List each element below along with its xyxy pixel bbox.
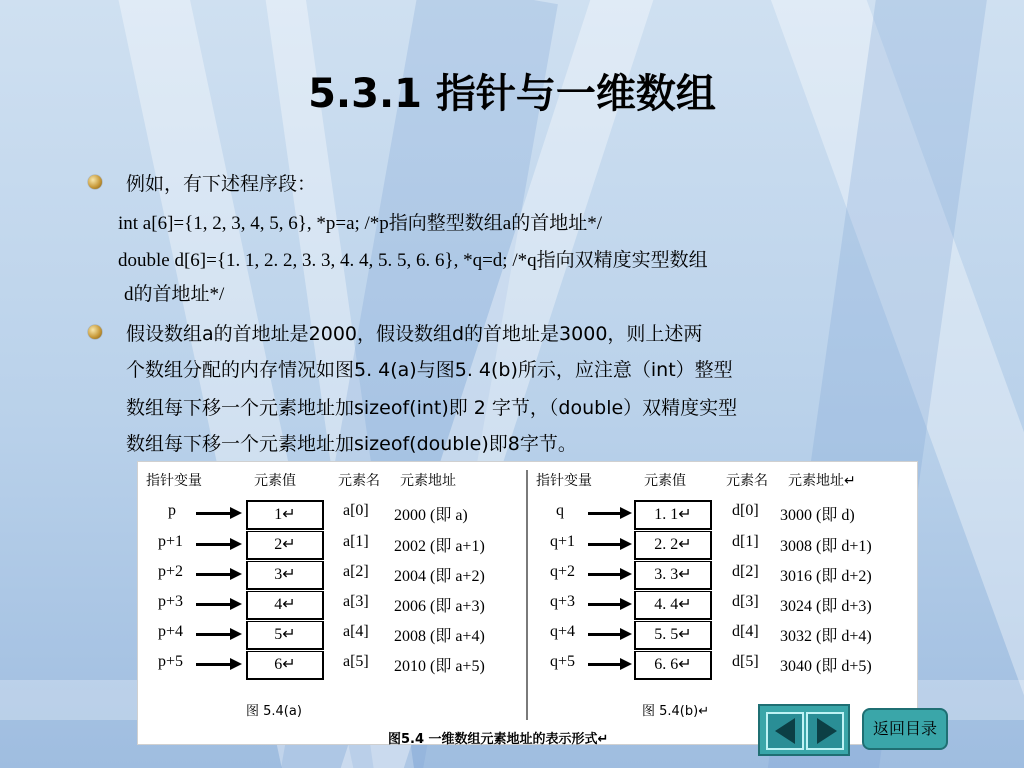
element-address: 2002 (即 a+1) — [394, 538, 485, 555]
element-name: a[1] — [343, 533, 369, 550]
element-address: 2000 (即 a) — [394, 507, 468, 524]
header-value: 元素值 — [644, 473, 686, 489]
arrow-icon — [196, 663, 232, 666]
memory-cell: 3. 3↵ — [634, 561, 712, 590]
element-name: d[0] — [732, 502, 759, 519]
triangle-left-icon — [775, 718, 795, 744]
element-address: 3000 (即 d) — [780, 507, 855, 524]
arrow-icon — [588, 603, 622, 606]
figure-panel-b — [530, 462, 917, 722]
bullet-2-line-4: 数组每下移一个元素地址加sizeof(double)即8字节。 — [126, 433, 577, 455]
pointer-label: q+2 — [550, 563, 576, 580]
bullet-icon — [88, 325, 102, 339]
figure-panel-a — [138, 462, 526, 722]
pointer-label: q — [556, 502, 564, 519]
figure-caption: 图5.4 一维数组元素地址的表示形式↵ — [388, 732, 609, 747]
element-name: a[5] — [343, 653, 369, 670]
memory-cell: 2. 2↵ — [634, 531, 712, 560]
element-name: d[3] — [732, 593, 759, 610]
slide-title: 5.3.1 指针与一维数组 — [308, 71, 716, 117]
element-name: a[4] — [343, 623, 369, 640]
memory-cell: 4. 4↵ — [634, 591, 712, 620]
pointer-label: p+5 — [158, 653, 184, 670]
pointer-label: q+4 — [550, 623, 576, 640]
element-name: a[3] — [343, 593, 369, 610]
bullet-icon — [88, 175, 102, 189]
pointer-label: p+4 — [158, 623, 184, 640]
element-name: a[2] — [343, 563, 369, 580]
element-address: 3040 (即 d+5) — [780, 658, 872, 675]
element-address: 2006 (即 a+3) — [394, 598, 485, 615]
code-line-3: d的首地址*/ — [124, 284, 225, 305]
memory-cell: 2↵ — [246, 531, 324, 560]
element-name: d[1] — [732, 533, 759, 550]
element-name: d[2] — [732, 563, 759, 580]
element-name: d[5] — [732, 653, 759, 670]
element-address: 3024 (即 d+3) — [780, 598, 872, 615]
back-to-contents-button[interactable]: 返回目录 — [862, 708, 948, 750]
memory-cell: 5. 5↵ — [634, 621, 712, 650]
figure-sublabel-b: 图 5.4(b)↵ — [642, 704, 710, 719]
arrow-icon — [196, 573, 232, 576]
header-value: 元素值 — [254, 473, 296, 489]
header-address: 元素地址 — [400, 473, 456, 489]
arrow-icon — [196, 543, 232, 546]
arrow-icon — [588, 543, 622, 546]
pointer-label: q+1 — [550, 533, 576, 550]
pointer-label: p+1 — [158, 533, 184, 550]
prev-slide-button[interactable] — [766, 712, 804, 750]
element-address: 3016 (即 d+2) — [780, 568, 872, 585]
arrow-icon — [588, 663, 622, 666]
bullet-1-line-1: 例如，有下述程序段： — [126, 173, 317, 195]
element-address: 2008 (即 a+4) — [394, 628, 485, 645]
element-name: d[4] — [732, 623, 759, 640]
arrow-icon — [196, 512, 232, 515]
element-address: 3032 (即 d+4) — [780, 628, 872, 645]
nav-button-group — [758, 704, 850, 756]
element-address: 3008 (即 d+1) — [780, 538, 872, 555]
memory-figure — [137, 461, 918, 745]
memory-cell: 1↵ — [246, 500, 324, 530]
arrow-icon — [588, 512, 622, 515]
memory-cell: 5↵ — [246, 621, 324, 650]
figure-divider — [526, 470, 528, 720]
arrow-icon — [196, 633, 232, 636]
memory-cell: 1. 1↵ — [634, 500, 712, 530]
element-address: 2004 (即 a+2) — [394, 568, 485, 585]
bullet-2-line-2: 个数组分配的内存情况如图5. 4(a)与图5. 4(b)所示，应注意（int）整型 — [126, 359, 733, 381]
memory-cell: 3↵ — [246, 561, 324, 590]
arrow-icon — [588, 633, 622, 636]
element-name: a[0] — [343, 502, 369, 519]
bullet-2-line-1: 假设数组a的首地址是2000，假设数组d的首地址是3000，则上述两 — [126, 323, 703, 345]
arrow-icon — [588, 573, 622, 576]
element-address: 2010 (即 a+5) — [394, 658, 485, 675]
header-address: 元素地址↵ — [788, 473, 856, 489]
pointer-label: p — [168, 502, 176, 519]
pointer-label: p+3 — [158, 593, 184, 610]
bullet-2-line-3: 数组每下移一个元素地址加sizeof(int)即 2 字节，（double）双精度实型 — [126, 397, 738, 419]
memory-cell: 6. 6↵ — [634, 651, 712, 680]
code-line-1: int a[6]={1, 2, 3, 4, 5, 6}, *p=a; /*p指向整型数组a的首地址*/ — [118, 213, 603, 234]
header-pointer: 指针变量 — [146, 473, 202, 489]
pointer-label: q+3 — [550, 593, 576, 610]
header-name: 元素名 — [338, 473, 380, 489]
memory-cell: 4↵ — [246, 591, 324, 620]
pointer-label: p+2 — [158, 563, 184, 580]
memory-cell: 6↵ — [246, 651, 324, 680]
code-line-2: double d[6]={1. 1, 2. 2, 3. 3, 4. 4, 5. 5, 6. 6}, *q=d; /*q指向双精度实型数组 — [118, 250, 708, 271]
header-pointer: 指针变量 — [536, 473, 592, 489]
header-name: 元素名 — [726, 473, 768, 489]
next-slide-button[interactable] — [806, 712, 844, 750]
pointer-label: q+5 — [550, 653, 576, 670]
figure-sublabel-a: 图 5.4(a) — [246, 704, 302, 719]
triangle-right-icon — [817, 718, 837, 744]
arrow-icon — [196, 603, 232, 606]
